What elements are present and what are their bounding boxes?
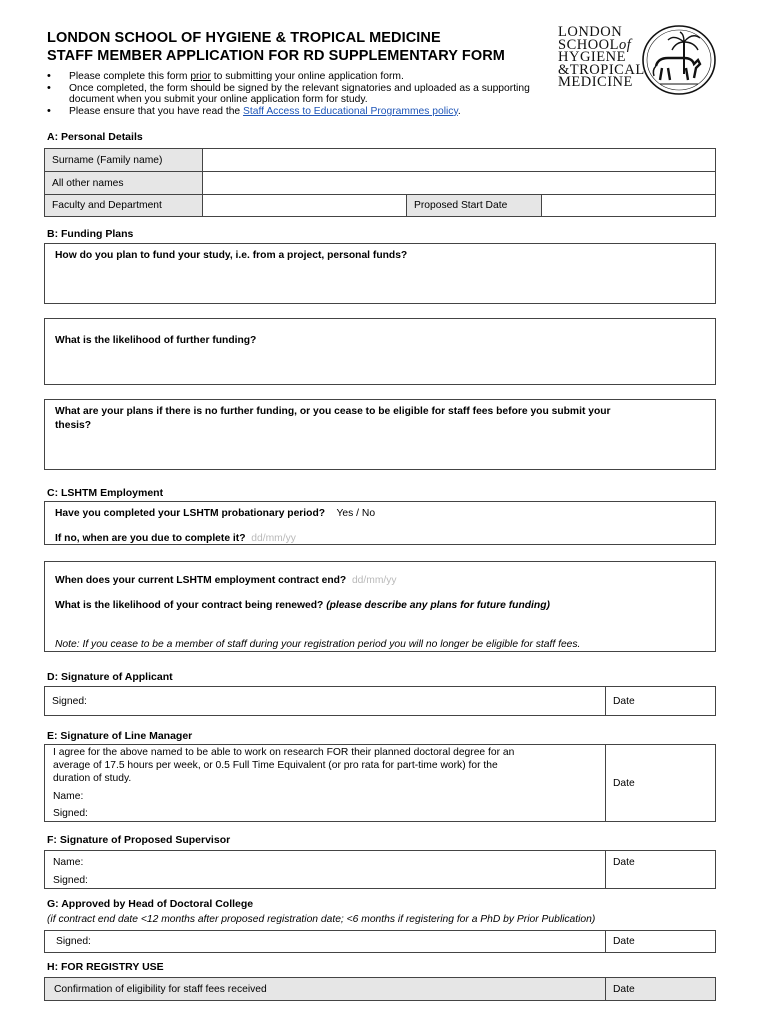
section-f-heading: F: Signature of Proposed Supervisor [47,834,231,846]
contract-end-date-field[interactable]: dd/mm/yy [351,575,397,586]
contract-end-question: When does your current LSHTM employment contract end? dd/mm/yy [55,575,397,586]
section-b-heading: B: Funding Plans [47,228,134,240]
lshtm-logo-text: LONDON SCHOOLof HYGIENE &TROPICAL MEDICINE [558,24,645,90]
lshtm-crest-icon [640,24,718,96]
probation-due-question: If no, when are you due to complete it? dd/mm/yy [55,533,296,544]
start-date-field[interactable] [542,195,715,216]
supervisor-table [44,850,716,889]
section-h-heading: H: FOR REGISTRY USE [47,961,164,973]
further-funding-question: What is the likelihood of further funding? [55,335,257,346]
surname-label: Surname (Family name) [45,149,202,171]
instruction-2: • Once completed, the form should be signed by the relevant signatories and uploaded as a supporting document when you submit your online application form for study. [47,83,557,106]
line-manager-name-field[interactable]: Name: [53,791,84,802]
line-manager-statement: I agree for the above named to be able to work on research FOR their planned doctoral degree for an average of 17.5 hours per week, or 0.5 Full Time Equivalent (or pro rata for part-time work) for the duration of study. [53,747,515,784]
applicant-signature-table [44,686,716,716]
faculty-field[interactable] [203,195,406,216]
registry-date-field[interactable]: Date [613,983,635,995]
probation-box [44,501,716,545]
no-funding-plans-box[interactable] [44,399,716,470]
other-names-field[interactable] [203,172,715,194]
no-funding-question: What are your plans if there is no further funding, or you cease to be eligible for staff fees before you submit your thesis? [55,406,611,431]
applicant-date-field[interactable]: Date [613,695,635,707]
section-e-heading: E: Signature of Line Manager [47,730,193,742]
line-manager-table [44,744,716,822]
supervisor-name-field[interactable]: Name: [53,857,84,868]
personal-details-table [44,148,716,217]
registry-confirmation-field[interactable]: Confirmation of eligibility for staff fees received [54,983,267,995]
section-c-heading: C: LSHTM Employment [47,487,164,499]
other-names-label: All other names [45,172,202,194]
supervisor-date-field[interactable]: Date [613,857,635,868]
registry-table [44,977,716,1001]
probation-answer[interactable]: Yes / No [336,508,376,519]
instruction-3: • Please ensure that you have read the Staff Access to Educational Programmes policy. [47,106,557,118]
line-manager-date-field[interactable]: Date [613,777,635,789]
probation-question: Have you completed your LSHTM probationary period? Yes / No [55,508,376,519]
contract-renewal-question[interactable]: What is the likelihood of your contract being renewed? (please describe any plans for future funding) [55,600,550,611]
instructions-list [47,71,557,117]
section-a-heading: A: Personal Details [47,131,143,143]
head-approval-table [44,930,716,953]
surname-field[interactable] [203,149,715,171]
policy-link[interactable]: Staff Access to Educational Programmes policy [243,105,458,117]
form-title-line1: LONDON SCHOOL OF HYGIENE & TROPICAL MEDICINE [47,30,441,46]
contract-box [44,561,716,652]
form-title-line2: STAFF MEMBER APPLICATION FOR RD SUPPLEMENTARY FORM [47,48,505,64]
supervisor-signed-field[interactable]: Signed: [53,875,88,886]
section-d-heading: D: Signature of Applicant [47,671,173,683]
head-signed-field[interactable]: Signed: [56,936,91,947]
section-g-note: (if contract end date <12 months after proposed registration date; <6 months if registering for a PhD by Prior Publication) [47,914,596,925]
line-manager-signed-field[interactable]: Signed: [53,808,88,819]
section-g-heading: G: Approved by Head of Doctoral College [47,898,254,910]
funding-plan-question: How do you plan to fund your study, i.e. from a project, personal funds? [55,250,408,261]
probation-due-date-field[interactable]: dd/mm/yy [251,533,296,544]
staff-fees-note: Note: If you cease to be a member of staff during your registration period you will no longer be eligible for staff fees. [55,639,581,650]
head-date-field[interactable]: Date [613,936,635,947]
funding-plan-box[interactable] [44,243,716,304]
start-date-label: Proposed Start Date [407,195,541,216]
instruction-1: • Please complete this form prior to submitting your online application form. [47,71,557,83]
faculty-label: Faculty and Department [45,195,202,216]
further-funding-box[interactable] [44,318,716,385]
applicant-signed-field[interactable]: Signed: [52,695,87,707]
